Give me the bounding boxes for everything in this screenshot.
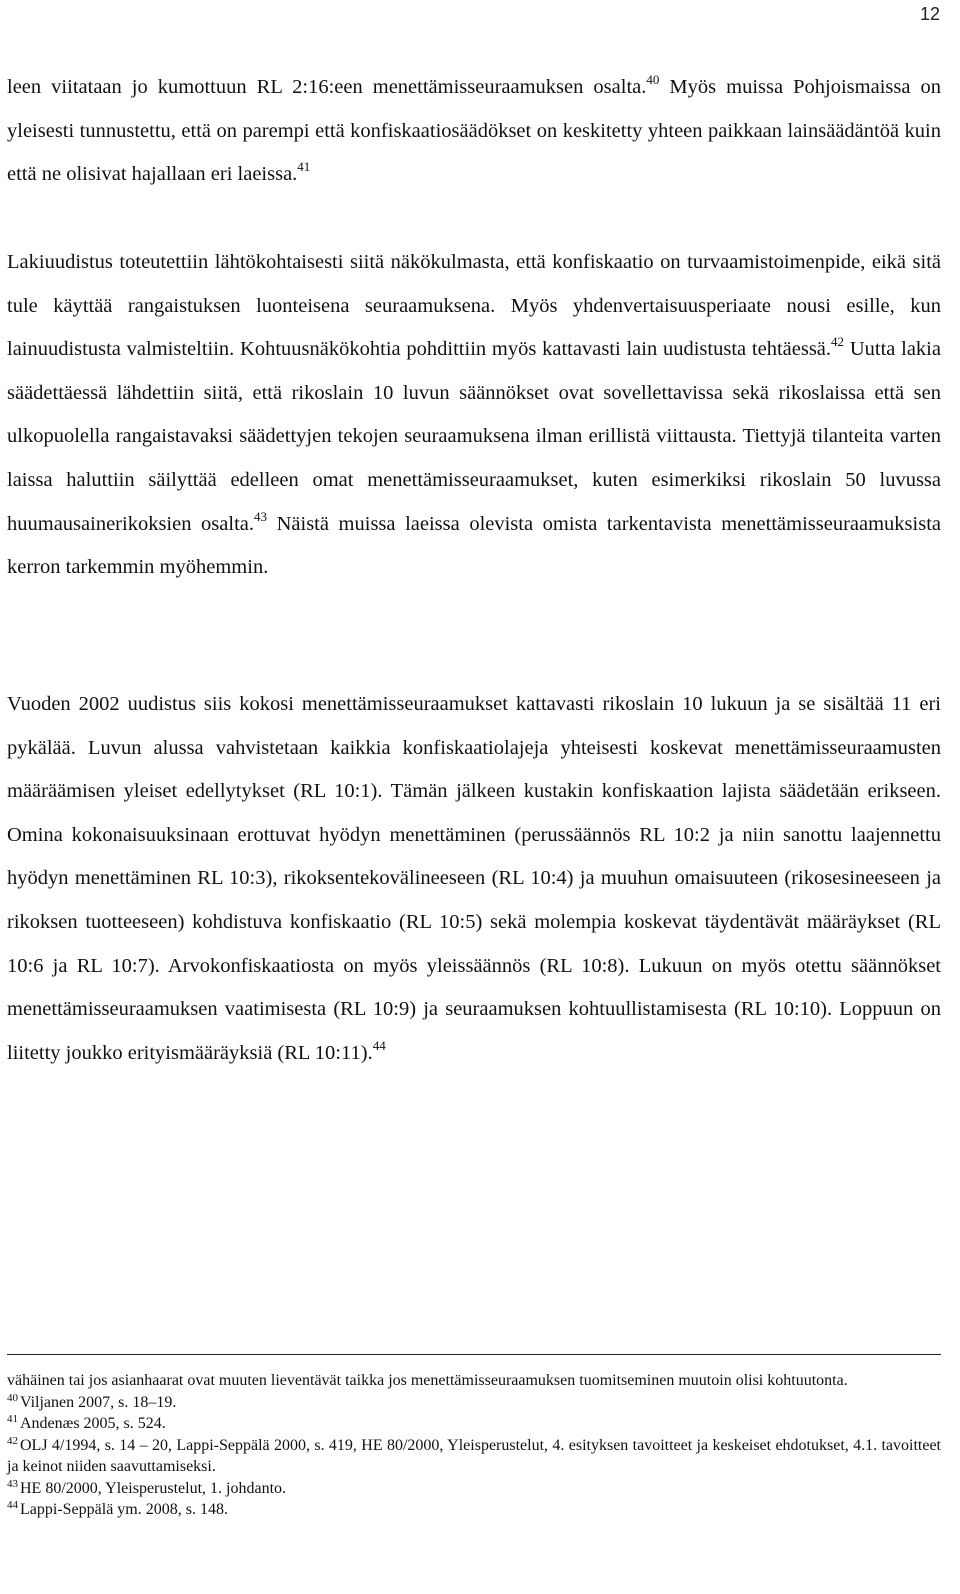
footnote-number: 40 (7, 1391, 18, 1404)
footnote-number: 41 (7, 1413, 18, 1425)
footnote-text: Lappi-Seppälä ym. 2008, s. 148. (20, 1501, 228, 1518)
footnote-text: Viljanen 2007, s. 18–19. (20, 1393, 177, 1411)
footnote-44 (7, 1499, 941, 1521)
footnote-ref-43: 43 (254, 508, 267, 524)
footnote-number: 44 (7, 1499, 18, 1511)
footnote-ref-40: 40 (646, 72, 660, 87)
footnote-number: 42 (7, 1434, 18, 1447)
footnote-continuation: vähäinen tai jos asianhaarat ovat muuten lieventävät taikka jos menettämisseuraamuksen tuomitseminen muutoin olisi kohtuutonta. (7, 1372, 848, 1389)
paragraph-text: Vuoden 2002 uudistus siis kokosi menettämisseuraamukset kattavasti rikoslain 10 lukuun ja se sisältää 11 eri pykälää. Luvun alussa vahvistetaan kaikkia konfiskaatiolajeja yhteisesti koskevat menettämisseuraamusten määräämisen yleiset edellytykset (RL 10:1). Tämän jälkeen kustakin konfiskaation lajista säädetään erikseen. Omina kokonaisuuksinaan erottuvat hyödyn menettäminen (perussäännös RL 10:2 ja niin sanottu laajennettu hyödyn menettäminen RL 10:3), rikoksentekovälineeseen (RL 10:4) ja muuhun omaisuuteen (rikosesineeseen ja rikoksen tuotteeseen) kohdistuva konfiskaatio (RL 10:5) sekä molempia koskevat täydentävät määräykset (RL 10:6 ja RL 10:7). Arvokonfiskaatiosta on myös yleissäännös (RL 10:8). Lukuun on myös otettu säännökset menettämisseuraamuksen vaatimisesta (RL 10:9) ja seuraamuksen kohtuullistamisesta (RL 10:10). Loppuun on liitetty joukko erityismääräyksiä (RL 10:11). (7, 693, 941, 1064)
footnote-ref-42: 42 (831, 334, 845, 350)
footnote-ref-41: 41 (297, 159, 311, 175)
footnote-number: 43 (7, 1477, 18, 1490)
footnote-separator (7, 1354, 941, 1355)
footnote-41 (7, 1413, 941, 1435)
paragraph-text: Lakiuudistus toteutettiin lähtökohtaisesti siitä näkökulmasta, että konfiskaatio on turvaamistoimenpide, eikä sitä tule käyttää rangaistuksen luonteisena seuraamuksena. Myös yhdenvertaisuusperiaate nousi esille, kun lainuudistusta valmisteltiin. Kohtuusnäkökohtia pohdittiin myös kattavasti lain uudistusta tehtäessä. (7, 251, 941, 361)
paragraph-text: Myös muissa Pohjoismaissa on yleisesti tunnustettu, että on parempi että konfiskaatiosäädökset on keskitetty yhteen paikkaan lainsäädäntöä kuin että ne olisivat hajallaan eri laeissa. (7, 76, 941, 186)
footnote-ref-44: 44 (372, 1037, 386, 1053)
body-paragraph-1 (7, 66, 941, 197)
paragraph-text: Näistä muissa laeissa olevista omista tarkentavista menettämisseuraamuksista kerron tarkemmin myöhemmin. (7, 512, 941, 579)
footnote-40 (7, 1392, 941, 1414)
footnote-text: HE 80/2000, Yleisperustelut, 1. johdanto. (20, 1479, 287, 1497)
footnote-42 (7, 1435, 941, 1478)
body-paragraph-2 (7, 241, 941, 590)
page-number: 12 (919, 4, 940, 24)
footnotes (7, 1370, 941, 1521)
footnote-text: OLJ 4/1994, s. 14 – 20, Lappi-Seppälä 2000, s. 419, HE 80/2000, Yleisperustelut, 4. esityksen tavoitteet ja keskeiset ehdotukset, 4.1. tavoitteet ja keinot niiden saavuttamiseksi. (7, 1436, 941, 1475)
paragraph-text: leen viitataan jo kumottuun RL 2:16:een menettämisseuraamuksen osalta. (7, 76, 647, 98)
footnote-43 (7, 1478, 941, 1500)
paragraph-text: Uutta lakia säädettäessä lähdettiin siitä, että rikoslain 10 luvun säännökset ovat sovellettavissa sekä rikoslaissa että sen ulkopuolella rangaistavaksi säädettyjen tekojen seuraamuksena ilman erillistä viittausta. Tiettyjä tilanteita varten laissa haluttiin säilyttää edelleen omat menettämisseuraamukset, kuten esimerkiksi rikoslain 50 luvussa huumausainerikoksien osalta. (7, 338, 941, 535)
footnote-text: Andenæs 2005, s. 524. (20, 1415, 166, 1432)
body-paragraph-3 (7, 683, 941, 1075)
